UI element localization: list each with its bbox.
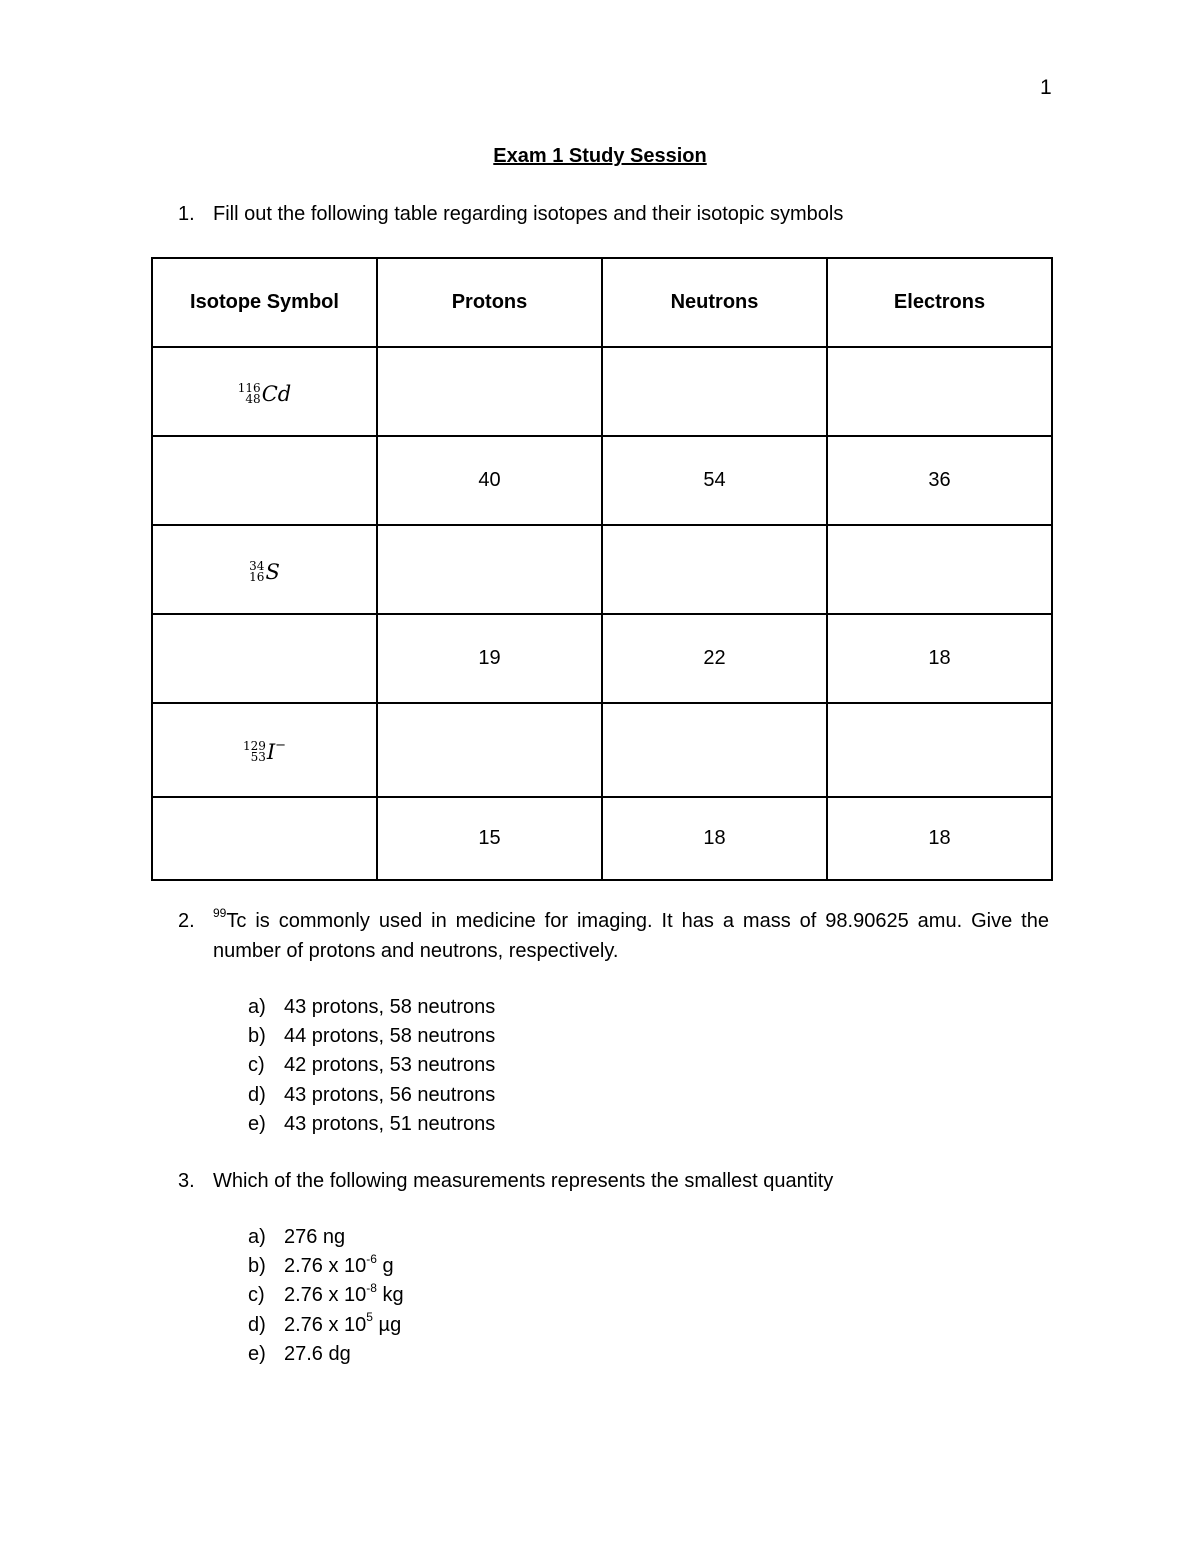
choice-letter: e) <box>248 1112 266 1135</box>
neutrons-cell: 18 <box>602 797 827 880</box>
choice-letter: a) <box>248 1226 266 1248</box>
table-row <box>152 525 1052 614</box>
electrons-cell: 18 <box>827 614 1052 703</box>
isotope-symbol <box>242 737 287 764</box>
isotope-symbol <box>237 380 292 406</box>
table-row <box>152 703 1052 797</box>
atomic-number: 16 <box>249 569 265 584</box>
question-text: Fill out the following table regarding isotopes and their isotopic symbols <box>213 203 844 225</box>
mass-number: 129 <box>242 739 266 753</box>
protons-cell[interactable] <box>377 347 602 436</box>
choice-text: 42 protons, 53 neutrons <box>284 1054 496 1077</box>
document-title: Exam 1 Study Session <box>493 145 707 167</box>
table-header-row <box>152 258 1052 347</box>
isotope-symbol-cell[interactable] <box>152 436 377 525</box>
exponent: -8 <box>366 1280 377 1295</box>
neutrons-cell[interactable] <box>602 703 827 797</box>
choice-text: 43 protons, 58 neutrons <box>284 996 496 1018</box>
choice-letter: d) <box>248 1083 266 1106</box>
choice-text: 276 ng <box>284 1226 346 1248</box>
element-symbol: Cd <box>261 381 292 406</box>
electrons-cell: 36 <box>827 436 1052 525</box>
neutrons-cell: 22 <box>602 614 827 703</box>
choice-text: 27.6 dg <box>284 1342 351 1365</box>
isotope-symbol-cell <box>152 525 377 614</box>
choice-text: 2.76 x $10^{-6}$ g <box>284 1251 394 1278</box>
header-protons: Protons <box>377 258 602 347</box>
question-number: 1. <box>178 203 195 225</box>
isotope-symbol-cell <box>152 703 377 797</box>
choice-text: 43 protons, 56 neutrons <box>284 1083 496 1106</box>
exponent: 5 <box>366 1309 373 1324</box>
header-neutrons: Neutrons <box>602 258 827 347</box>
question-number: 2. <box>178 910 195 932</box>
choice-letter: b) <box>248 1025 266 1048</box>
electrons-cell[interactable] <box>827 525 1052 614</box>
exponent: -6 <box>366 1251 377 1266</box>
choice-letter: c) <box>248 1054 265 1077</box>
question-text: Which of the following measurements represents the smallest quantity <box>213 1170 834 1192</box>
choice-letter: e) <box>248 1342 266 1365</box>
isotope-symbol-cell <box>152 347 377 436</box>
mass-number-superscript: 99 <box>213 906 227 921</box>
isotope-table <box>151 257 1053 881</box>
choice-letter: d) <box>248 1313 266 1336</box>
neutrons-cell[interactable] <box>602 525 827 614</box>
protons-cell[interactable] <box>377 703 602 797</box>
electrons-cell: 18 <box>827 797 1052 880</box>
choice-letter: a) <box>248 996 266 1018</box>
isotope-symbol <box>249 558 280 584</box>
choice-text: 2.76 x $10^5$ µg <box>284 1309 402 1336</box>
electrons-cell[interactable] <box>827 347 1052 436</box>
mass-number: 116 <box>237 380 261 395</box>
choice-text: 43 protons, 51 neutrons <box>284 1112 496 1135</box>
neutrons-cell[interactable] <box>602 347 827 436</box>
protons-cell: 19 <box>377 614 602 703</box>
atomic-number: 48 <box>245 391 261 406</box>
mass-number: 34 <box>249 558 265 573</box>
protons-cell: 15 <box>377 797 602 880</box>
question-body: Tc is commonly used in medicine for imaging. It has a mass of 98.90625 amu. Give the number of protons and neutrons, respectively. <box>213 910 1049 962</box>
choice-text: 44 protons, 58 neutrons <box>284 1025 496 1048</box>
choice-letter: b) <box>248 1255 266 1278</box>
choice-text: 2.76 x $10^{-8}$ kg <box>284 1280 404 1307</box>
question-text <box>213 906 1049 966</box>
choice-letter: c) <box>248 1284 265 1307</box>
protons-cell: 40 <box>377 436 602 525</box>
protons-cell[interactable] <box>377 525 602 614</box>
header-isotope-symbol: Isotope Symbol <box>152 258 377 347</box>
neutrons-cell: 54 <box>602 436 827 525</box>
atomic-number: 53 <box>250 750 266 764</box>
table-row <box>152 347 1052 436</box>
isotope-symbol-cell[interactable] <box>152 614 377 703</box>
element-symbol: I <box>266 740 276 764</box>
electrons-cell[interactable] <box>827 703 1052 797</box>
question-number: 3. <box>178 1170 195 1192</box>
element-symbol: S <box>265 559 280 584</box>
isotope-symbol-cell[interactable] <box>152 797 377 880</box>
header-electrons: Electrons <box>827 258 1052 347</box>
table-row <box>152 436 1052 525</box>
page-number: 1 <box>1040 76 1052 99</box>
ion-charge: − <box>275 737 287 753</box>
table-row <box>152 614 1052 703</box>
table-row <box>152 797 1052 880</box>
